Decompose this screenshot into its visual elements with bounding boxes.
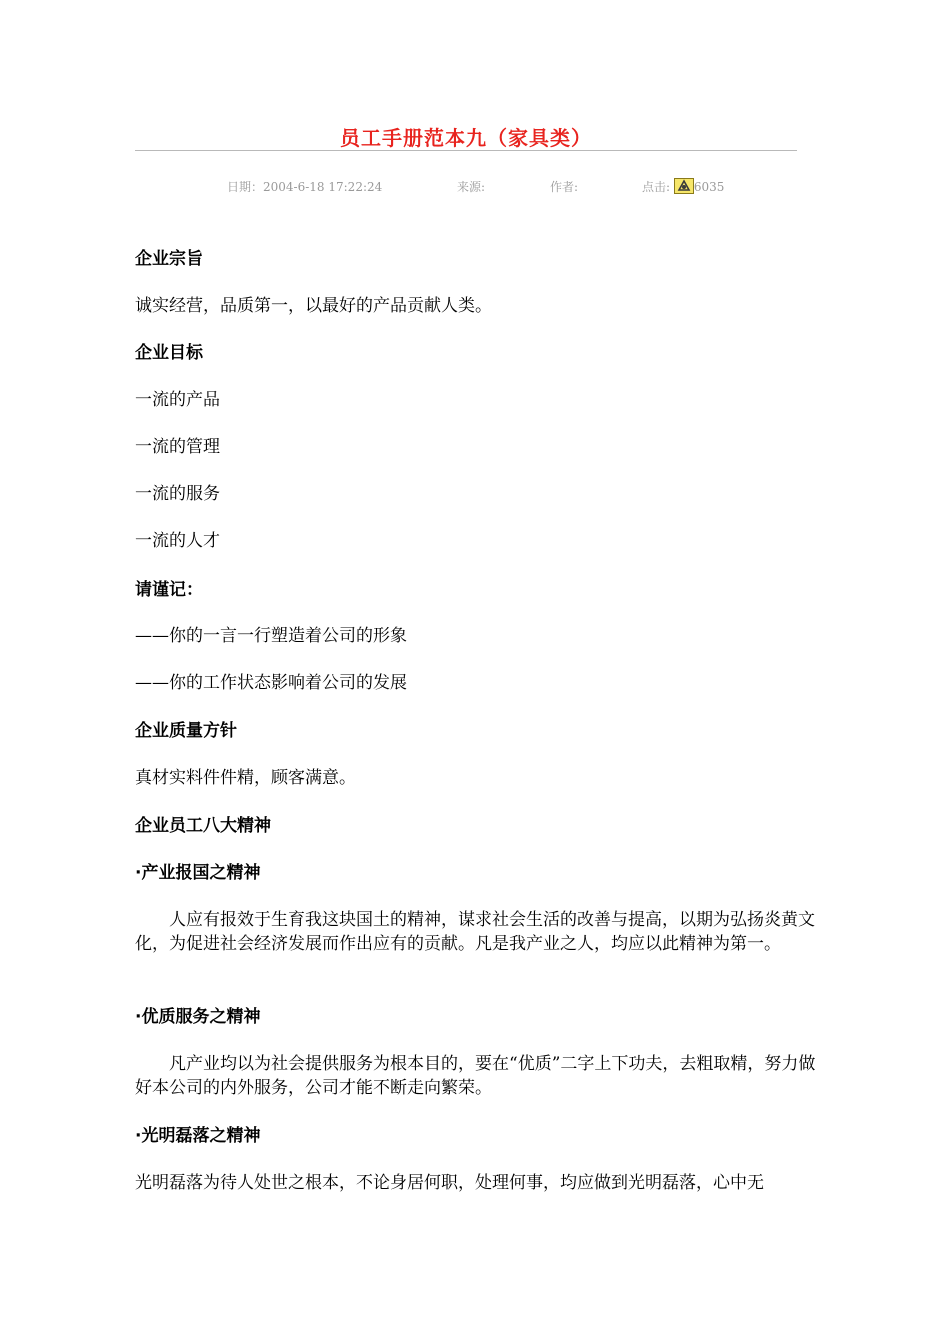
goal-item-talent: 一流的人才: [135, 531, 220, 551]
paragraph-spirit-patriotism: 人应有报效于生育我这块国土的精神，谋求社会生活的改善与提高，以期为弘扬炎黄文化，为促进社会经济发展而作出应有的贡献。凡是我产业之人，均应以此精神为第一。: [135, 910, 815, 954]
article-meta: [0, 178, 950, 196]
heading-quality-policy: 企业质量方针: [135, 721, 237, 741]
goal-item-product: 一流的产品: [135, 390, 220, 410]
remember-item-image: ——你的一言一行塑造着公司的形象: [135, 626, 407, 646]
meta-author: 作者:: [550, 180, 579, 194]
heading-goals: 企业目标: [135, 343, 203, 363]
paragraph-quality-policy: 真材实料件件精，顾客满意。: [135, 768, 356, 788]
goal-item-service: 一流的服务: [135, 484, 220, 504]
goal-item-management: 一流的管理: [135, 437, 220, 457]
meta-source: 来源:: [457, 180, 486, 194]
paragraph-spirit-integrity: 光明磊落为待人处世之根本，不论身居何职，处理何事，均应做到光明磊落，心中无: [135, 1173, 764, 1193]
meta-clicks: [642, 178, 724, 195]
title-divider: [135, 150, 797, 151]
heading-remember: 请谨记：: [135, 580, 203, 600]
meta-date: 日期：2004-6-18 17:22:24: [227, 180, 383, 194]
paragraph-mission: 诚实经营，品质第一，以最好的产品贡献人类。: [135, 296, 492, 316]
document-title: 员工手册范本九（家具类）: [340, 126, 592, 150]
meta-clicks-label: 点击:: [642, 180, 671, 194]
heading-spirit-service: ·优质服务之精神: [135, 1007, 261, 1027]
heading-spirit-patriotism: ·产业报国之精神: [135, 863, 261, 883]
hit-counter-icon: [674, 178, 694, 194]
remember-item-development: ——你的工作状态影响着公司的发展: [135, 673, 407, 693]
paragraph-spirit-service: 凡产业均以为社会提供服务为根本目的，要在“优质”二字上下功夫，去粗取精，努力做好本公司的内外服务，公司才能不断走向繁荣。: [135, 1054, 816, 1098]
heading-spirit-integrity: ·光明磊落之精神: [135, 1126, 261, 1146]
heading-eight-spirits: 企业员工八大精神: [135, 816, 271, 836]
heading-mission: 企业宗旨: [135, 249, 203, 269]
meta-clicks-value: 6035: [693, 180, 725, 194]
